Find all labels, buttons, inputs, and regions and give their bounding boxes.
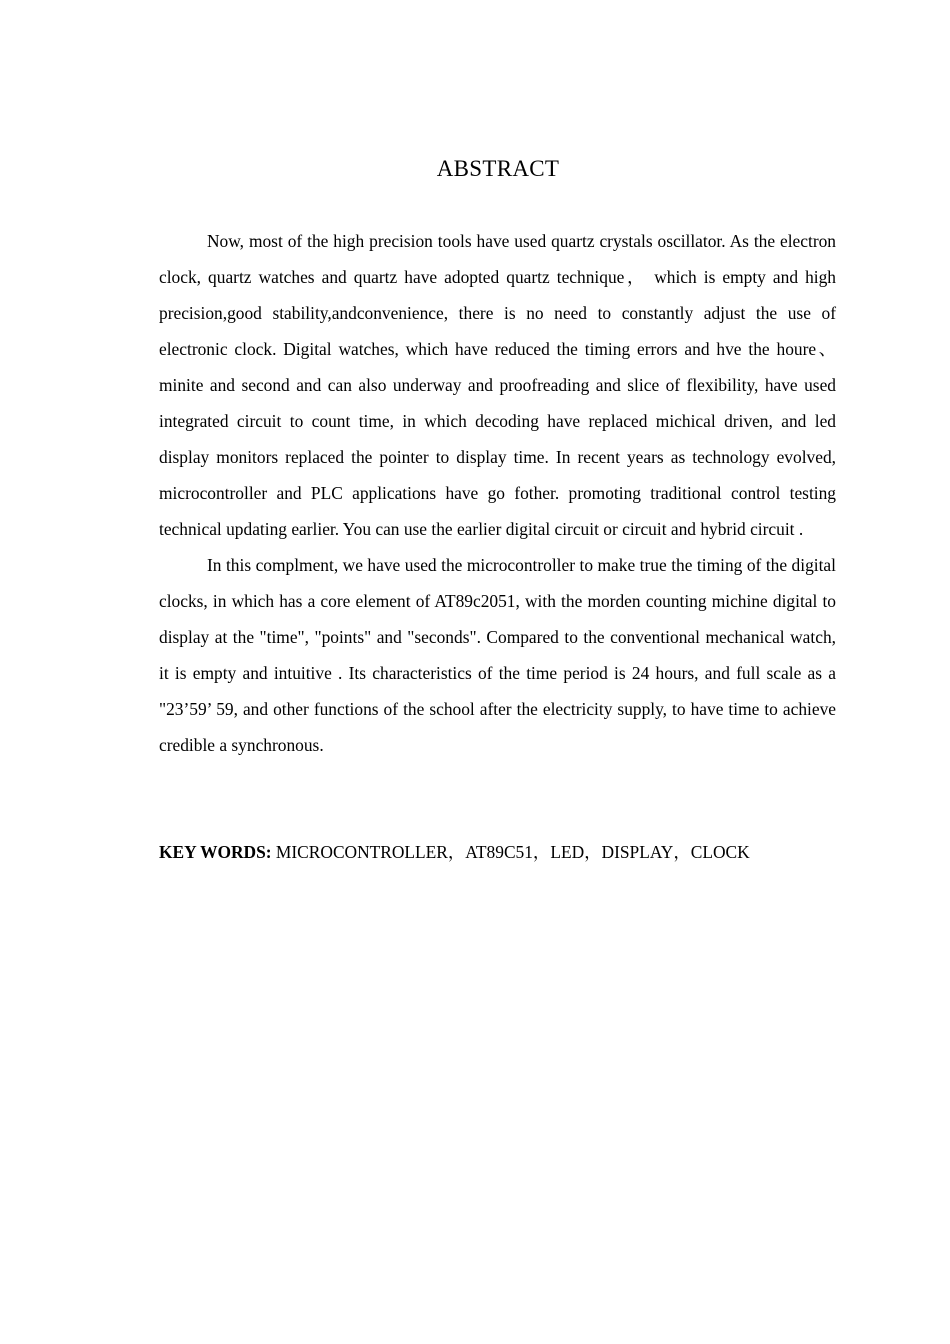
keywords-text: MICROCONTROLLER，AT89C51，LED，DISPLAY，CLOCK	[271, 842, 750, 862]
keywords-line	[159, 834, 859, 870]
abstract-paragraph-2: In this complment, we have used the microcontroller to make true the timing of the digital clocks, in which has a core element of AT89c2051, with the morden counting michine digital to display at the "time", "points" and "seconds". Compared to the conventional mechanical watch, it is empty and intuitive . Its characteristics of the time period is 24 hours, and full scale as a "23’59’ 59, and other functions of the school after the electricity supply, to have time to achieve credible a synchronous.	[159, 555, 836, 755]
page-title: ABSTRACT	[436, 156, 560, 181]
abstract-body	[159, 223, 836, 763]
keywords-label: KEY WORDS:	[159, 842, 272, 862]
abstract-paragraph-1: Now, most of the high precision tools have used quartz crystals oscillator. As the electron clock, quartz watches and quartz have adopted quartz technique， which is empty and high precision,good stability,andconvenience, there is no need to constantly adjust the use of electronic clock. Digital watches, which have reduced the timing errors and hve the houre、minite and second and can also underway and proofreading and slice of flexibility, have used integrated circuit to count time, in which decoding have replaced michical driven, and led display monitors replaced the pointer to display time. In recent years as technology evolved, microcontroller and PLC applications have go fother. promoting traditional control testing technical updating earlier. You can use the earlier digital circuit or circuit and hybrid circuit .	[159, 231, 836, 539]
